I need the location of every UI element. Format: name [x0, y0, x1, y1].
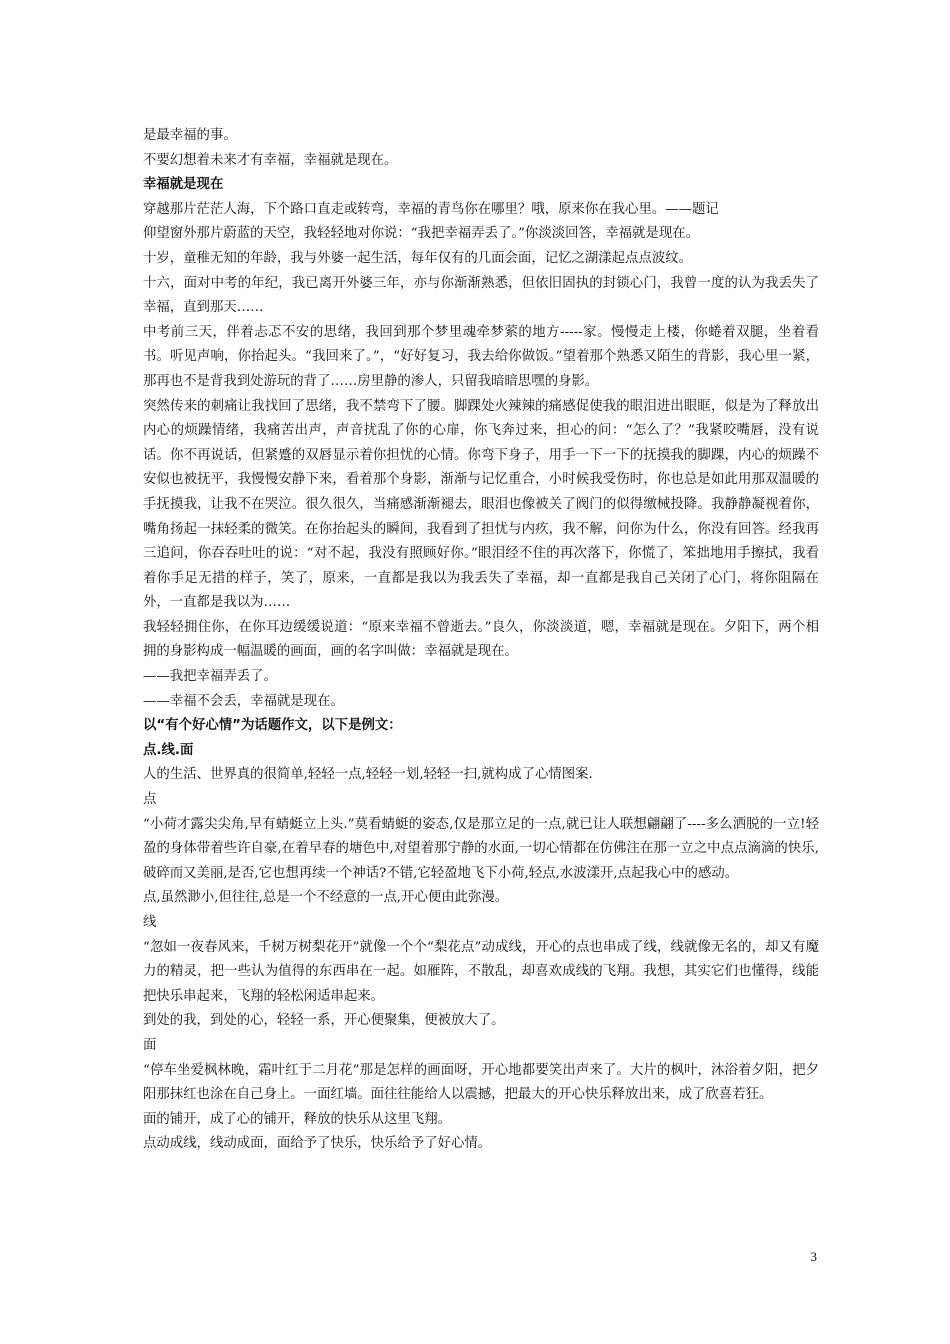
paragraph: 十六，面对中考的年纪，我已离开外婆三年，亦与你渐渐熟悉，但依旧固执的封锁心门，我曾一度的认为我丢失了幸福，直到那天…… — [143, 275, 819, 316]
paragraph: 点 — [143, 792, 157, 808]
paragraph: 点动成线，线动成面，面给予了快乐，快乐给予了好心情。 — [143, 1136, 492, 1152]
paragraph: 仰望窗外那片蔚蓝的天空，我轻轻地对你说：“我把幸福弄丢了。”你淡淡回答，幸福就是现在。 — [143, 226, 700, 242]
paragraph: 不要幻想着未来才有幸福，幸福就是现在。 — [143, 152, 398, 168]
document-body — [143, 124, 819, 1157]
paragraph: 点,虽然渺小,但往往,总是一个不经意的一点,开心便由此弥漫。 — [143, 890, 509, 906]
page-number: 3 — [810, 1249, 817, 1264]
paragraph: 十岁，童稚无知的年龄，我与外婆一起生活，每年仅有的几面会面，记忆之湖漾起点点波纹。 — [143, 250, 693, 266]
paragraph: 面的铺开，成了心的铺开，释放的快乐从这里飞翔。 — [143, 1111, 451, 1127]
paragraph: 线 — [143, 915, 157, 930]
section-heading: 点.线.面 — [143, 742, 194, 758]
paragraph: ——幸福不会丢，幸福就是现在。 — [143, 693, 344, 709]
paragraph: “小荷才露尖尖角,早有蜻蜓立上头.”莫看蜻蜓的姿态,仅是那立足的一点,就已让人联想翩翩了----多么洒脱的一立!轻盈的身体带着些许自豪,在着早春的塘色中,对望着那宁静的水面,一切心情都在仿佛注在那一立之中点点滴滴的快乐,破碎而又美丽,是否,它也想再续一个神话?不错,它轻盈地飞下小荷,轻点,水波漾开,点起我心中的感动。 — [143, 816, 819, 881]
paragraph: “忽如一夜春风来，千树万树梨花开”就像一个个“梨花点”动成线，开心的点也串成了线，线就像无名的，却又有魔力的精灵，把一些认为值得的东西串在一起。如雁阵，不散乱，却喜欢成线的飞翔。我想，其实它们也懂得，线能把快乐串起来，飞翔的轻松闲适串起来。 — [143, 939, 819, 1004]
paragraph: 突然传来的刺痛让我找回了思绪，我不禁弯下了腰。脚踝处火辣辣的痛感促使我的眼泪进出眼眶，似是为了释放出内心的烦躁情绪，我痛苦出声，声音扰乱了你的心扉，你飞奔过来，担心的问：“怎么了？”我紧咬嘴唇，没有说话。你不再说话，但紧蹙的双唇显示着你担忧的心情。你弯下身子，用手一下一下的抚摸我的脚踝，内心的烦躁不安似也被抚平，我慢慢安静下来，看着那个身影，渐渐与记忆重合，小时候我受伤时，你也总是如此用那双温暖的手抚摸我，让我不在哭泣。很久很久，当痛感渐渐褪去，眼泪也像被关了阀门的似得缴械投降。我静静凝视着你，嘴角扬起一抹轻柔的微笑。在你抬起头的瞬间，我看到了担忧与内疚，我不解，问你为什么，你没有回答。经我再三追问，你吞吞吐吐的说：“对不起，我没有照顾好你。”眼泪经不住的再次落下，你慌了，笨拙地用手擦拭，我看着你手足无措的样子，笑了，原来，一直都是我以为我丢失了幸福，却一直都是我自己关闭了心门，将你阻隔在外，一直都是我以为…… — [143, 398, 819, 611]
paragraph: 是最幸福的事。 — [143, 128, 237, 143]
paragraph: 穿越那片茫茫人海，下个路口直走或转弯，幸福的青鸟你在哪里？哦，原来你在我心里。——题记 — [143, 201, 719, 217]
paragraph: “停车坐爱枫林晚，霜叶红于二月花”那是怎样的画面呀，开心地都要笑出声来了。大片的枫叶，沐浴着夕阳，把夕阳那抹红也涂在自己身上。一面红墙。面往往能给人以震撼，把最大的开心快乐释放出来，成了欣喜若狂。 — [143, 1062, 819, 1103]
paragraph: ——我把幸福弄丢了。 — [143, 669, 277, 685]
section-heading: 幸福就是现在 — [143, 177, 224, 193]
paragraph: 人的生活、世界真的很简单,轻轻一点,轻轻一划,轻轻一扫,就构成了心情图案. — [143, 767, 593, 783]
paragraph: 中考前三天，伴着忐忑不安的思绪，我回到那个梦里魂牵梦萦的地方-----家。慢慢走上楼，你蜷着双腿，坐着看书。听见声响，你抬起头。“我回来了。”，“好好复习，我去给你做饭。”望着那个熟悉又陌生的背影，我心里一紧，那再也不是背我到处游玩的背了……房里静的渗人，只留我暗暗思嘿的身影。 — [143, 324, 819, 389]
paragraph: 到处的我，到处的心，轻轻一系，开心便聚集，便被放大了。 — [143, 1013, 505, 1029]
paragraph: 面 — [143, 1037, 157, 1053]
paragraph: 我轻轻拥住你，在你耳边缓缓说道：“原来幸福不曾逝去。”良久，你淡淡道，嗯，幸福就是现在。夕阳下，两个相拥的身影构成一幅温暖的画面，画的名字叫做：幸福就是现在。 — [143, 619, 819, 660]
section-heading: 以“有个好心情”为话题作文，以下是例文： — [143, 718, 402, 734]
